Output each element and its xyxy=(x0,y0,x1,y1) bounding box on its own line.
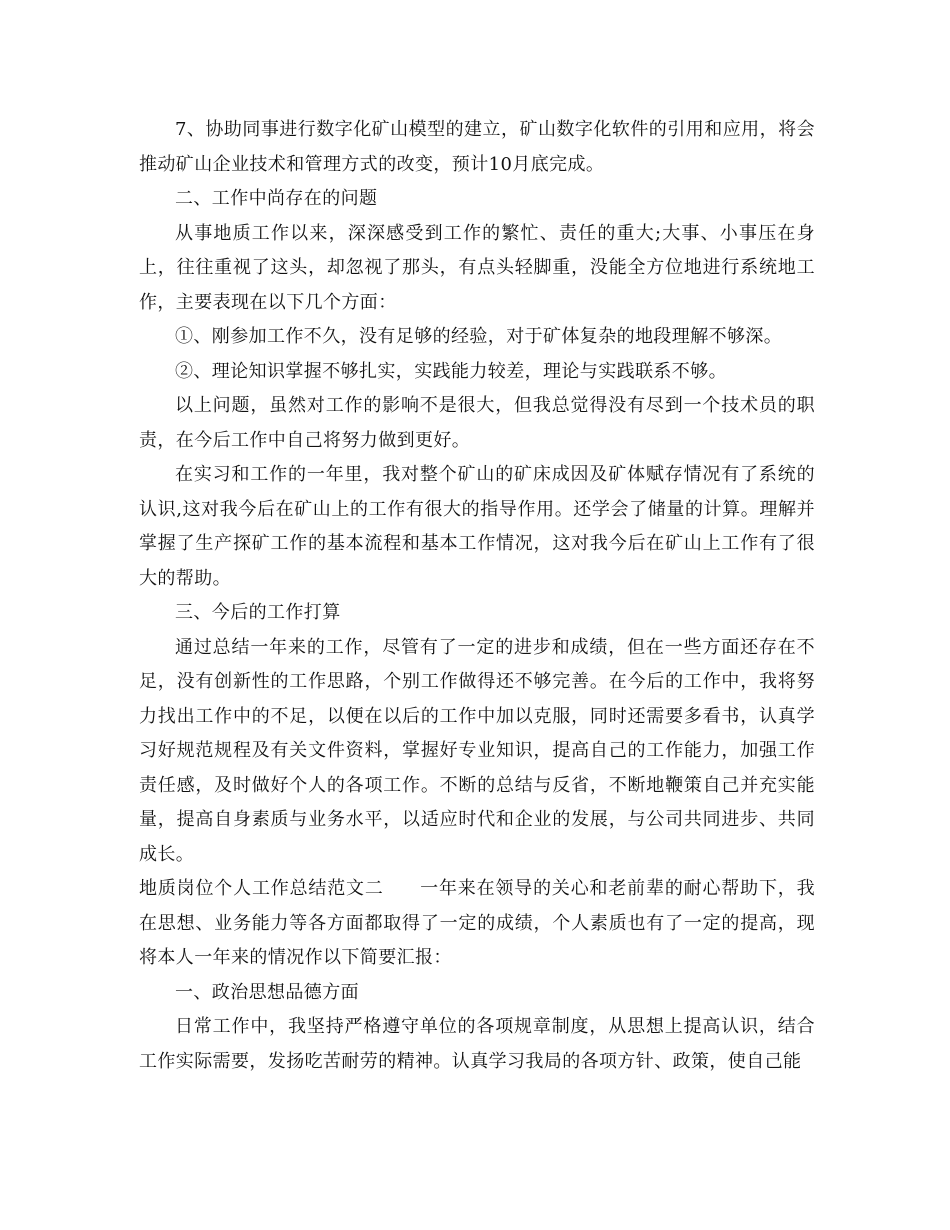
paragraph-plans: 通过总结一年来的工作，尽管有了一定的进步和成绩，但在一些方面还存在不足，没有创新性的工作思路，个别工作做得还不够完善。在今后的工作中，我将努力找出工作中的不足，以便在以后的工作中加以克服，同时还需要多看书，认真学习好规范规程及有关文件资料，掌握好专业知识，提高自己的工作能力，加强工作责任感，及时做好个人的各项工作。不断的总结与反省，不断地鞭策自己并充实能量，提高自身素质与业务水平，以适应时代和企业的发展，与公司共同进步、共同成长。 xyxy=(139,636,815,865)
section-two-lead: 一年来在领导的关心和老前辈的耐心帮助下，我在思想、业务能力等各方面都取得了一定的成绩，个人素质也有了一定的提高，现将本人一年来的情况作以下简要汇报： xyxy=(139,878,815,968)
paragraph-problem-1: ①、刚参加工作不久，没有足够的经验，对于矿体复杂的地段理解不够深。 xyxy=(175,326,783,347)
paragraph-item-7: 7、协助同事进行数字化矿山模型的建立，矿山数字化软件的引用和应用，将会推动矿山企业技术和管理方式的改变，预计10月底完成。 xyxy=(139,119,815,175)
section-heading-problems: 二、工作中尚存在的问题 xyxy=(175,188,378,209)
section-two-title: 地质岗位个人工作总结范文二 xyxy=(139,878,384,899)
section-heading-plans: 三、今后的工作打算 xyxy=(175,602,341,623)
paragraph-section-two xyxy=(139,872,815,976)
paragraph-year-review: 在实习和工作的一年里，我对整个矿山的矿床成因及矿体赋存情况有了系统的认识,这对我今后在矿山上的工作有很大的指导作用。还学会了储量的计算。理解并掌握了生产探矿工作的基本流程和基本工作情况，这对我今后在矿山上工作有了很大的帮助。 xyxy=(139,464,815,589)
paragraph-political: 日常工作中，我坚持严格遵守单位的各项规章制度，从思想上提高认识，结合工作实际需要，发扬吃苦耐劳的精神。认真学习我局的各项方针、政策，使自己能 xyxy=(139,1016,815,1072)
paragraph-problems-intro: 从事地质工作以来，深深感受到工作的繁忙、责任的重大;大事、小事压在身上，往往重视了这头，却忽视了那头，有点头轻脚重，没能全方位地进行系统地工作，主要表现在以下几个方面： xyxy=(139,222,815,313)
document-body xyxy=(139,113,815,1079)
paragraph-problems-summary: 以上问题，虽然对工作的影响不是很大，但我总觉得没有尽到一个技术员的职责，在今后工作中自己将努力做到更好。 xyxy=(139,395,815,451)
paragraph-problem-2: ②、理论知识掌握不够扎实，实践能力较差，理论与实践联系不够。 xyxy=(175,360,727,382)
section-heading-political: 一、政治思想品德方面 xyxy=(175,981,359,1003)
